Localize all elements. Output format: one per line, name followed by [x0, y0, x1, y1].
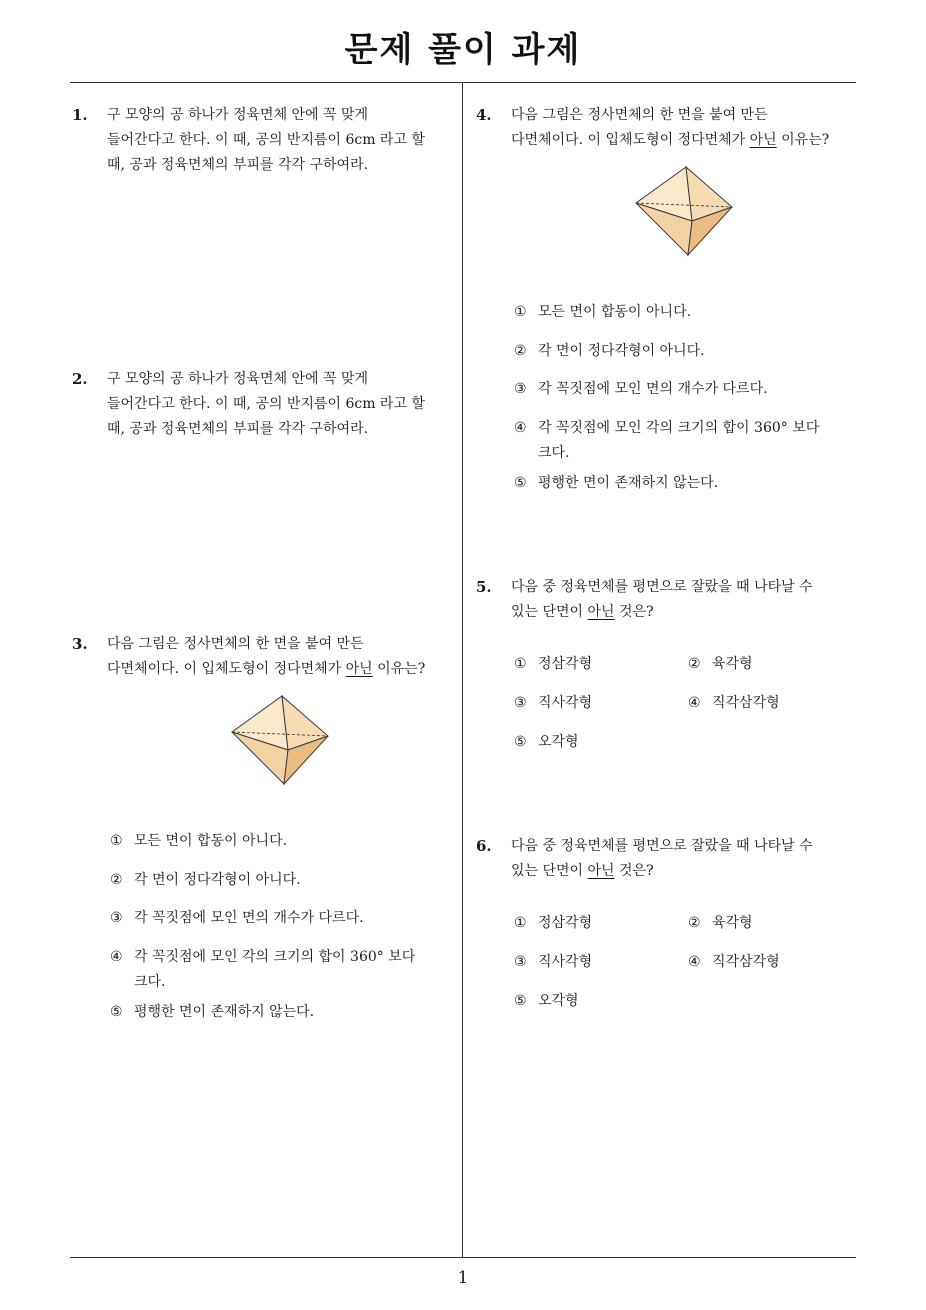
bipyramid-figure: [228, 694, 332, 786]
emphasis-underline: 아닌: [749, 132, 777, 148]
page-number: 1: [457, 1268, 469, 1288]
problem-number: 5.: [476, 578, 492, 596]
emphasis-underline: 아닌: [587, 863, 615, 879]
choice-4[interactable]: ④ 직각삼각형: [688, 954, 780, 970]
problem-3: [72, 632, 457, 682]
choice-1[interactable]: ① 정삼각형: [514, 915, 593, 931]
footer-rule: [70, 1257, 856, 1258]
emphasis-underline: 아닌: [587, 604, 615, 620]
problem-6: [476, 834, 861, 884]
choice-4[interactable]: ④ 각 꼭짓점에 모인 각의 크기의 합이 360° 보다 크다.: [110, 949, 416, 990]
emphasis-underline: 아닌: [345, 661, 373, 677]
bipyramid-figure: [632, 165, 736, 257]
choice-3[interactable]: ③ 직사각형: [514, 695, 593, 711]
choice-5[interactable]: ⑤ 평행한 면이 존재하지 않는다.: [110, 1004, 315, 1020]
choice-4[interactable]: ④ 직각삼각형: [688, 695, 780, 711]
column-divider: [462, 82, 463, 1258]
choice-5[interactable]: ⑤ 오각형: [514, 993, 579, 1009]
problem-number: 2.: [72, 370, 88, 388]
choice-2[interactable]: ② 육각형: [688, 656, 753, 672]
choice-5[interactable]: ⑤ 평행한 면이 존재하지 않는다.: [514, 475, 719, 491]
problem-number: 1.: [72, 106, 88, 124]
choice-3[interactable]: ③ 각 꼭짓점에 모인 면의 개수가 다르다.: [514, 381, 768, 397]
page-title: 문제 풀이 과제: [344, 30, 582, 70]
choice-1[interactable]: ① 정삼각형: [514, 656, 593, 672]
problem-text: 다음 중 정육면체를 평면으로 잘랐을 때 나타날 수 있는 단면이 아닌 것은?: [511, 838, 813, 879]
problem-text: 구 모양의 공 하나가 정육면체 안에 꼭 맞게 들어간다고 한다. 이 때, 공의 반지름이 6cm 라고 할 때, 공과 정육면체의 부피를 각각 구하여라.: [107, 371, 425, 437]
problem-number: 3.: [72, 635, 88, 653]
choice-4[interactable]: ④ 각 꼭짓점에 모인 각의 크기의 합이 360° 보다 크다.: [514, 420, 820, 461]
choice-3[interactable]: ③ 직사각형: [514, 954, 593, 970]
problem-5: [476, 575, 861, 625]
problem-text: 다음 중 정육면체를 평면으로 잘랐을 때 나타날 수 있는 단면이 아닌 것은?: [511, 579, 813, 620]
problem-1: [72, 103, 457, 178]
choice-2[interactable]: ② 각 면이 정다각형이 아니다.: [110, 872, 301, 888]
choice-5[interactable]: ⑤ 오각형: [514, 734, 579, 750]
problem-2: [72, 367, 457, 442]
problem-number: 4.: [476, 106, 492, 124]
header-rule: [70, 82, 856, 83]
choice-2[interactable]: ② 각 면이 정다각형이 아니다.: [514, 343, 705, 359]
problem-text: 구 모양의 공 하나가 정육면체 안에 꼭 맞게 들어간다고 한다. 이 때, 공의 반지름이 6cm 라고 할 때, 공과 정육면체의 부피를 각각 구하여라.: [107, 107, 425, 173]
problem-number: 6.: [476, 837, 492, 855]
problem-text: 다음 그림은 정사면체의 한 면을 붙여 만든 다면체이다. 이 입체도형이 정다면체가 아닌 이유는?: [511, 107, 830, 148]
choice-2[interactable]: ② 육각형: [688, 915, 753, 931]
choice-1[interactable]: ① 모든 면이 합동이 아니다.: [110, 833, 288, 849]
choice-1[interactable]: ① 모든 면이 합동이 아니다.: [514, 304, 692, 320]
problem-4: [476, 103, 861, 153]
problem-text: 다음 그림은 정사면체의 한 면을 붙여 만든 다면체이다. 이 입체도형이 정다면체가 아닌 이유는?: [107, 636, 426, 677]
choice-3[interactable]: ③ 각 꼭짓점에 모인 면의 개수가 다르다.: [110, 910, 364, 926]
